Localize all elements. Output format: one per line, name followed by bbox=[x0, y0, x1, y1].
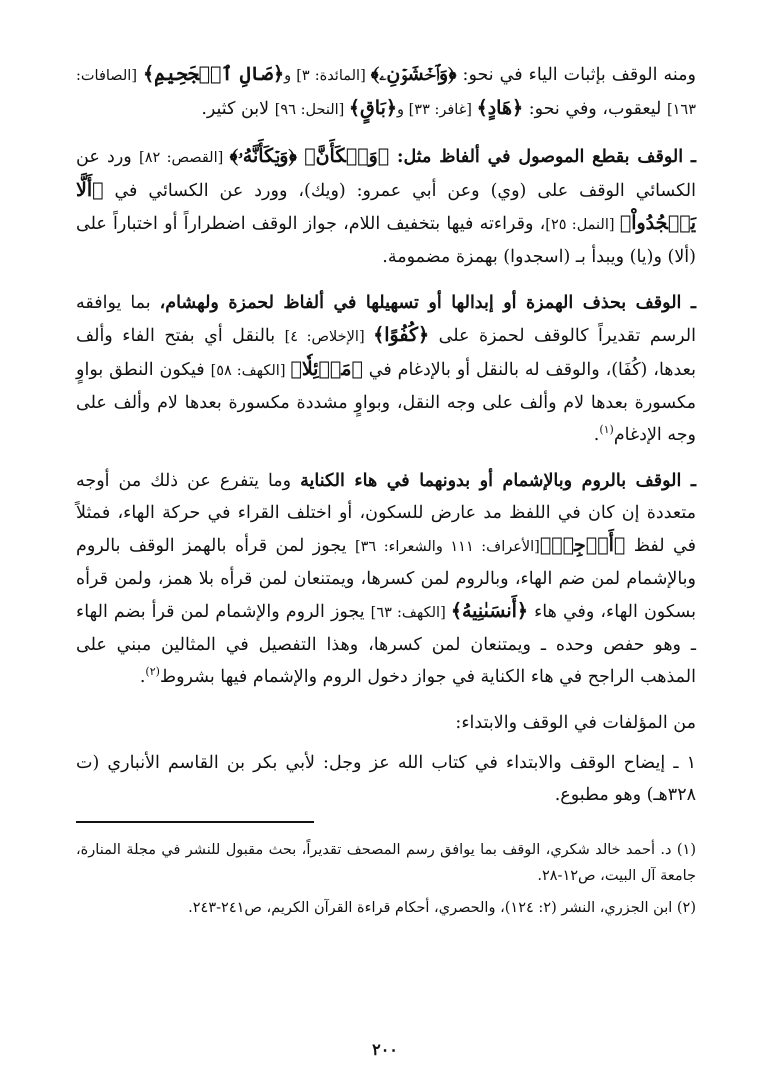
footnote-ref[interactable]: (٢) bbox=[145, 665, 160, 679]
paragraph-books-intro bbox=[76, 707, 696, 739]
text: ورد عن الكسائي الوقف على (وي) وعن أبي عمرو: (ويك)، وورد عن الكسائي في bbox=[76, 147, 696, 201]
page-number: ٢٠٠ bbox=[372, 1040, 398, 1059]
quran-word: ﴿أَلَّا يَسۡجُدُواْ﴾ bbox=[76, 179, 696, 234]
verse-ref: [الكهف: ٦٣] bbox=[370, 605, 451, 621]
quran-word: ﴿هَادٍ﴾ bbox=[476, 97, 524, 119]
verse-ref: [الإخلاص: ٤] bbox=[284, 329, 374, 345]
text: . bbox=[139, 667, 146, 687]
footnote-ref[interactable]: (١) bbox=[599, 423, 614, 437]
quran-word: ﴿وَٱخۡشَوۡنِۦ﴾ bbox=[370, 63, 457, 85]
quran-word: ﴿أَرۡجِهۡ﴾ bbox=[539, 534, 626, 556]
section-heading: ـ الوقف بقطع الموصول في ألفاظ مثل: bbox=[389, 147, 696, 167]
verse-ref: [الصافات: ١٦٣] bbox=[76, 68, 696, 118]
verse-ref: [الكهف: ٥٨] bbox=[210, 363, 291, 379]
text: بالنقل أي بفتح الفاء وألف بعدها، (كُفَا)، والوقف له بالنقل أو بالإدغام في bbox=[76, 326, 696, 380]
quran-word: ﴿مَوۡئِلٗا﴾ bbox=[290, 358, 363, 380]
footnote-divider bbox=[76, 821, 314, 823]
verse-ref: [القصص: ٨٢] bbox=[139, 150, 230, 166]
footnotes bbox=[76, 837, 696, 921]
quran-word: ﴿وَيۡكَأَنَّ﴾ bbox=[304, 145, 390, 167]
quran-word: ﴿بَاقٍ﴾ bbox=[348, 97, 398, 119]
section-heading: ـ الوقف بالروم وبالإشمام أو بدونهما في هاء الكناية bbox=[300, 471, 696, 491]
quran-word: ﴿أَنسَىٰنِيهُ﴾ bbox=[450, 600, 529, 622]
quran-word: ﴿كُفُوًا﴾ bbox=[373, 324, 430, 346]
paragraph-qat-mawsul bbox=[76, 140, 696, 273]
text: لابن كثير. bbox=[201, 99, 275, 119]
paragraph-rawm-ishmam bbox=[76, 465, 696, 693]
text: فيكون النطق بواوٍ مكسورة بعدها لام وألف على وجه النقل، وبواوٍ مشددة مكسورة بعدها لام وألف على وجه الإدغام bbox=[76, 360, 696, 445]
text: يجوز الروم والإشمام لمن قرأ بضم الهاء ـ وهو حفص وحده ـ ويمتنعان لمن كسرها، وهذا التفصيل في المثالين مبني على المذهب الراجح في هاء الكناية في جواز دخول الروم والإشمام فيها بشروط bbox=[76, 602, 696, 687]
verse-ref: [غافر: ٣٣] و bbox=[397, 102, 477, 118]
footnote-2: (٢) ابن الجزري، النشر (٢: ١٢٤)، والحصري، أحكام قراءة القرآن الكريم، ص٢٤١-٢٤٣. bbox=[188, 900, 696, 916]
text: من المؤلفات في الوقف والابتداء: bbox=[455, 713, 696, 733]
text: ليعقوب، وفي نحو: bbox=[523, 99, 667, 119]
text: . bbox=[593, 425, 600, 445]
footnote-1: (١) د. أحمد خالد شكري، الوقف بما يوافق رسم المصحف تقديراً، بحث مقبول للنشر في مجلة المنارة، جامعة آل البيت، ص١٢-٢٨. bbox=[76, 842, 696, 884]
text: وما يتفرع عن ذلك من أوجه متعددة إن كان في اللفظ مد عارض للسكون، أو اختلف القراء في حركة الهاء، فمثلاً في لفظ bbox=[76, 471, 696, 556]
text: ١ ـ إيضاح الوقف والابتداء في كتاب الله عز وجل: لأبي بكر بن القاسم الأنباري (ت ٣٢٨هـ) وهو مطبوع. bbox=[76, 753, 696, 805]
text: ومنه الوقف بإثبات الياء في نحو: bbox=[456, 65, 696, 85]
paragraph-hamza bbox=[76, 287, 696, 451]
verse-ref: [النحل: ٩٦] bbox=[274, 102, 349, 118]
verse-ref: [المائدة: ٣] و bbox=[284, 68, 371, 84]
quran-word: ﴿وَيۡكَأَنَّهُۥ﴾ bbox=[229, 145, 297, 167]
quran-word: ﴿صَالِ ٱلۡجَحِيمِ﴾ bbox=[142, 63, 285, 85]
paragraph-ithbat-ya bbox=[76, 58, 696, 126]
text: ، وقراءته فيها بتخفيف اللام، جواز الوقف اضطراراً أو اختباراً على (ألا) و(يا) ويبدأ بـ (اسجدوا) بهمزة مضمومة. bbox=[76, 214, 696, 267]
text: بما يوافقه الرسم تقديراً كالوقف لحمزة على bbox=[76, 293, 696, 346]
section-heading: ـ الوقف بحذف الهمزة أو إبدالها أو تسهيلها في ألفاظ لحمزة ولهشام، bbox=[159, 293, 696, 313]
verse-ref: [النمل: ٢٥] bbox=[545, 217, 620, 233]
verse-ref: [الأعراف: ١١١ والشعراء: ٣٦] bbox=[354, 539, 540, 555]
text: يجوز لمن قرأه بالهمز الوقف بالروم وبالإشمام لمن ضم الهاء، وبالروم لمن كسرها، ويمتنعان لمن قرأه بلا همز، ولمن قرأه بسكون الهاء، وفي هاء bbox=[76, 536, 696, 622]
paragraph-book-1 bbox=[76, 747, 696, 811]
page-body bbox=[76, 58, 696, 1058]
